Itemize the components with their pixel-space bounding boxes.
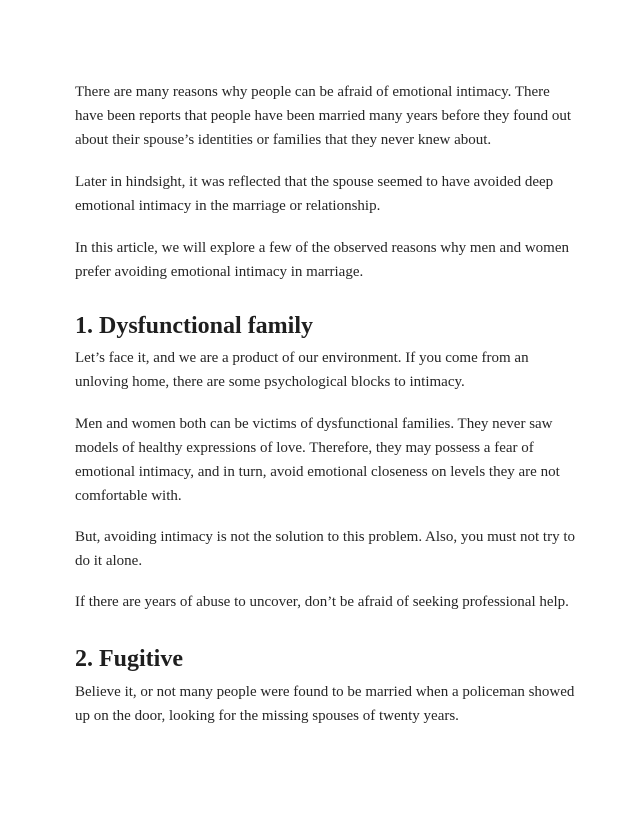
intro-paragraph-1: There are many reasons why people can be afraid of emotional intimacy. There have been reports that people have been married many years before they found out about their spouse’s identities or families that they never knew about. [75, 84, 572, 148]
section-1-paragraph-3: But, avoiding intimacy is not the solution to this problem. Also, you must not try to do it alone. [75, 529, 575, 569]
section-1-paragraph-4: If there are years of abuse to uncover, don’t be afraid of seeking professional help. [75, 594, 569, 610]
section-2-paragraph-1: Believe it, or not many people were found to be married when a policeman showed up on the door, looking for the missing spouses of twenty years. [75, 684, 575, 724]
section-1-paragraph-2: Men and women both can be victims of dysfunctional families. They never saw models of healthy expressions of love. Therefore, they may possess a fear of emotional intimacy, and in turn, avoid emotional closeness on levels they are not comfortable with. [75, 416, 560, 504]
section-heading-fugitive: 2. Fugitive [75, 646, 183, 672]
section-heading-dysfunctional-family: 1. Dysfunctional family [75, 313, 314, 339]
intro-paragraph-3: In this article, we will explore a few of the observed reasons why men and women prefer avoiding emotional intimacy in marriage. [75, 240, 570, 280]
section-1-paragraph-1: Let’s face it, and we are a product of our environment. If you come from an unloving home, there are some psychological blocks to intimacy. [75, 350, 529, 390]
document-page [75, 80, 575, 728]
intro-paragraph-2: Later in hindsight, it was reflected that the spouse seemed to have avoided deep emotional intimacy in the marriage or relationship. [75, 174, 554, 214]
